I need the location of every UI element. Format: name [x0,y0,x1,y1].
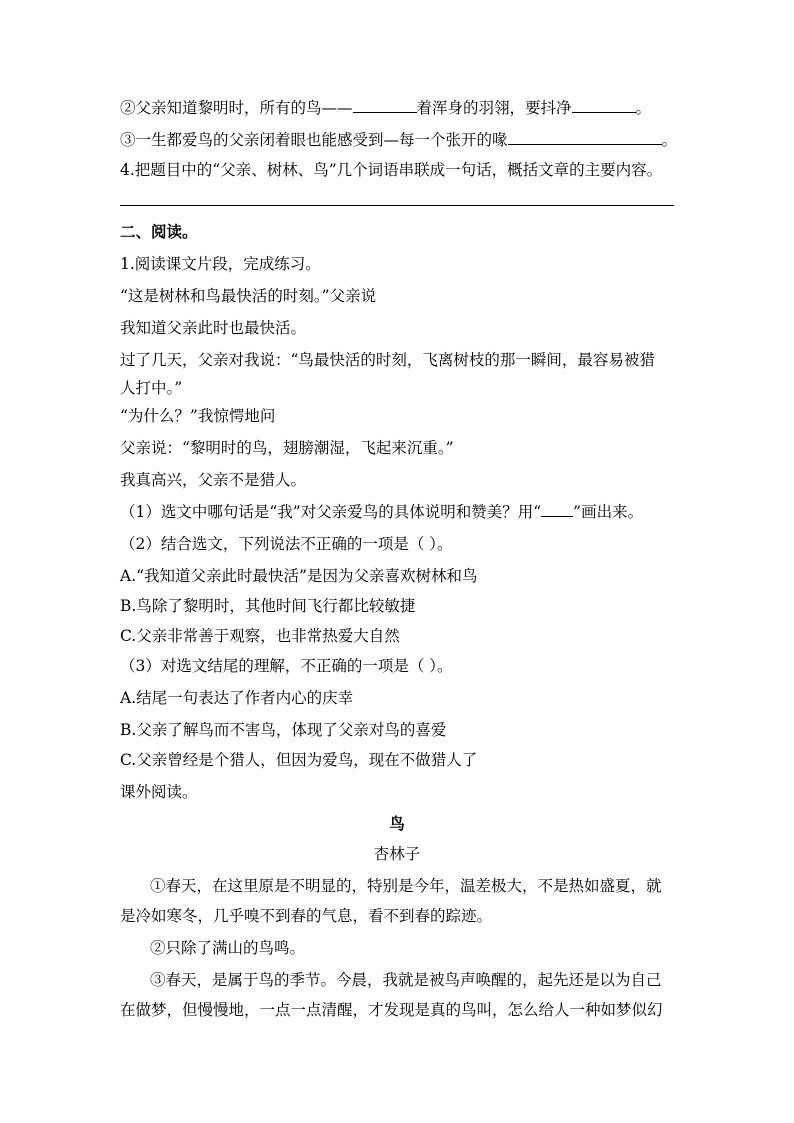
passage-line: 人打中。” [120,379,183,397]
sub-question-1 [120,502,643,522]
passage-line: “这是树林和鸟最快活的时刻。”父亲说 [120,287,377,305]
article-title: 鸟 [389,815,405,833]
option-a[interactable]: A.“我知道父亲此时最快活”是因为父亲喜欢树林和鸟 [120,567,478,585]
passage-line: 过了几天，父亲对我说：“鸟最快活的时刻，飞离树枝的那一瞬间，最容易被猎 [120,351,655,369]
option-c[interactable]: C.父亲曾经是个猎人，但因为爱鸟，现在不做猎人了 [120,751,478,769]
answer-blank[interactable] [508,130,662,145]
sub-question-2: （2）结合选文，下列说法不正确的一项是（ ）。 [120,535,453,553]
question-1: 1.阅读课文片段，完成练习。 [120,255,321,273]
option-a[interactable]: A.结尾一句表达了作者内心的庆幸 [120,689,354,707]
question-text: 。 [661,131,678,149]
article-paragraph: 是冷如寒冬，几乎嗅不到春的气息，看不到春的踪迹。 [120,907,493,925]
passage-line: 我知道父亲此时也最快活。 [120,319,307,337]
article-author: 杏林子 [373,845,421,863]
answer-line[interactable] [120,205,674,206]
passage-line: 我真高兴，父亲不是猎人。 [120,471,307,489]
question-text: 。 [635,99,652,117]
article-paragraph: ①春天，在这里原是不明显的，特别是今年，温差极大，不是热如盛夏，就 [150,877,662,895]
sub-question-3: （3）对选文结尾的理解，不正确的一项是（ ）。 [120,657,453,675]
option-c[interactable]: C.父亲非常善于观察，也非常热爱大自然 [120,627,400,645]
article-paragraph: ②只除了满山的鸟鸣。 [150,939,306,957]
question-line-3 [120,130,677,150]
option-b[interactable]: B.父亲了解鸟而不害鸟，体现了父亲对鸟的喜爱 [120,721,447,739]
article-paragraph: 在做梦，但慢慢地，一点一点清醒，才发现是真的鸟叫，怎么给人一种如梦似幻 [120,1001,663,1019]
question-text: ③一生都爱鸟的父亲闭着眼也能感受到—每一个张开的喙 [120,131,508,149]
passage-line: “为什么？”我惊愕地问 [120,407,276,425]
article-paragraph: ③春天，是属于鸟的季节。今晨，我就是被鸟声唤醒的，起先还是以为自己 [150,971,662,989]
extra-reading-label: 课外阅读。 [120,783,198,801]
question-4: 4.把题目中的“父亲、树林、鸟”几个词语串联成一句话，概括文章的主要内容。 [120,161,663,179]
answer-blank[interactable] [353,98,417,113]
question-text: ”画出来。 [573,503,644,521]
section-heading: 二、阅读。 [120,223,198,241]
passage-line: 父亲说：“黎明时的鸟，翅膀潮湿，飞起来沉重。” [120,439,454,457]
question-text: ②父亲知道黎明时，所有的鸟—— [120,99,353,117]
option-b[interactable]: B.鸟除了黎明时，其他时间飞行都比较敏捷 [120,597,416,615]
answer-blank[interactable] [572,98,636,113]
underline-sample [541,502,573,517]
question-line-2 [120,98,651,118]
question-text: （1）选文中哪句话是“我”对父亲爱鸟的具体说明和赞美？用“ [120,503,542,521]
question-text: 着浑身的羽翎，要抖净 [416,99,572,117]
